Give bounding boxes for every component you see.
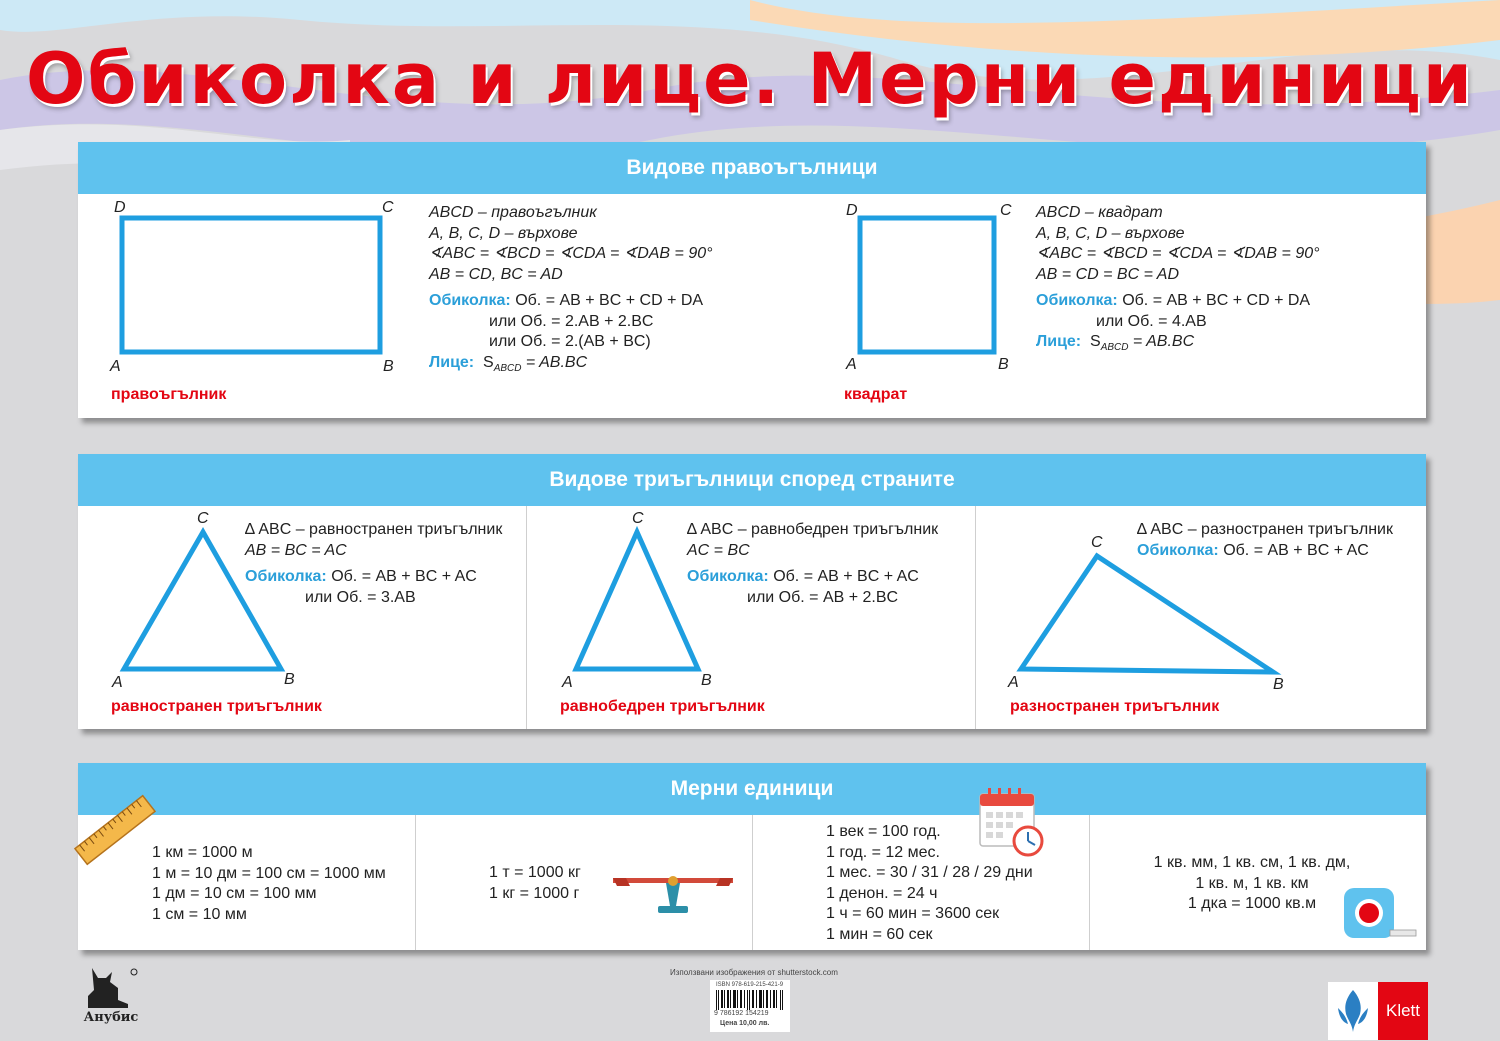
unit-line: 1 кв. м, 1 кв. км	[1195, 874, 1309, 892]
triangles-panel	[78, 454, 1426, 729]
perimeter-formula: или Об. = 3.AB	[305, 588, 416, 606]
scalene-vertex-c: C	[1091, 534, 1103, 551]
unit-line: 1 т = 1000 кг	[489, 864, 581, 881]
tri-line: ∆ ABC – равностранен триъгълник	[245, 521, 503, 538]
klett-mark-icon	[1334, 988, 1372, 1034]
scalene-properties	[1137, 520, 1393, 561]
rect-line: AB = CD, BC = AD	[429, 265, 563, 283]
square-perimeter	[1036, 291, 1310, 353]
unit-line: 1 мин = 60 сек	[826, 925, 933, 943]
rect-line: ABCD – правоъгълник	[429, 204, 597, 221]
square-properties	[1036, 203, 1320, 285]
square-vertex-c: C	[1000, 202, 1012, 219]
perimeter-label: Обиколка:	[429, 292, 511, 309]
scalene-caption: разностранен триъгълник	[1010, 698, 1220, 715]
perimeter-formula: Об. = AB + BC + AC	[773, 568, 919, 585]
tri-line: AC = BC	[687, 541, 750, 559]
rect-line: A, B, C, D – върхове	[429, 224, 578, 242]
rectangle-caption: правоъгълник	[111, 386, 227, 403]
unit-line: 1 дм = 10 см = 100 мм	[152, 885, 317, 902]
scalene-vertex-a: A	[1008, 674, 1019, 691]
perimeter-label: Обиколка:	[687, 568, 769, 585]
scale-icon	[608, 868, 738, 918]
equilateral-vertex-a: A	[112, 674, 123, 691]
perimeter-formula: Об. = AB + BC + CD + DA	[1122, 292, 1311, 309]
isosceles-vertex-b: B	[701, 672, 712, 689]
perimeter-formula: Об. = AB + BC + AC	[331, 568, 477, 585]
rect-vertex-b: B	[383, 358, 394, 375]
unit-line: 1 ч = 60 мин = 3600 сек	[826, 905, 1000, 922]
area-label: Лице:	[1036, 333, 1082, 350]
isosceles-properties	[687, 520, 938, 561]
barcode-icon	[716, 990, 784, 1010]
image-credit: Използвани изображения от shutterstock.com	[670, 968, 838, 977]
perimeter-formula: или Об. = 2.AB + 2.BC	[489, 312, 654, 330]
perimeter-formula: или Об. = 4.AB	[1096, 312, 1207, 330]
area-label: Лице:	[429, 353, 475, 371]
unit-line: 1 кв. мм, 1 кв. см, 1 кв. дм,	[1153, 854, 1351, 871]
barcode-digits: 9 786192 154219	[714, 1010, 769, 1017]
isbn-text: ISBN 978-619-215-421-9	[716, 982, 784, 988]
equilateral-caption: равностранен триъгълник	[111, 698, 322, 715]
rect-vertex-a: A	[110, 358, 121, 375]
tape-measure-icon	[1340, 886, 1420, 944]
area-s: S	[483, 353, 494, 371]
units-panel	[78, 763, 1426, 950]
calendar-clock-icon	[978, 786, 1048, 858]
perimeter-formula: Об. = AB + BC + CD + DA	[515, 292, 704, 309]
unit-line: 1 денон. = 24 ч	[826, 884, 938, 902]
area-formula: = AB.BC	[1128, 333, 1195, 350]
column-divider	[752, 815, 753, 950]
scalene-vertex-b: B	[1273, 676, 1284, 693]
unit-line: 1 км = 1000 м	[152, 844, 253, 861]
unit-line: 1 век = 100 год.	[826, 823, 941, 840]
publisher-name: Анубис	[83, 1010, 139, 1025]
rect-vertex-c: C	[382, 199, 394, 216]
square-line: AB = CD = BC = AD	[1036, 265, 1180, 283]
square-line: ∢ABC = ∢BCD = ∢CDA = ∢DAB = 90°	[1036, 245, 1320, 262]
rectangle-properties	[429, 203, 713, 285]
isosceles-caption: равнобедрен триъгълник	[560, 698, 765, 715]
rectangle-shape	[78, 142, 478, 418]
price-text: Цена 10,00 лв.	[720, 1020, 770, 1027]
area-subscript: ABCD	[493, 362, 522, 374]
perimeter-formula: или Об. = 2.(AB + BC)	[489, 333, 651, 350]
page-title: Обиколка и лице. Мерни единици	[26, 38, 1474, 120]
equilateral-perimeter	[245, 567, 477, 608]
equilateral-vertex-c: C	[197, 510, 209, 527]
tri-line: ∆ ABC – равнобедрен триъгълник	[687, 521, 939, 538]
scalene-triangle-shape	[975, 454, 1395, 729]
units-panel-header: Мерни единици	[78, 763, 1426, 815]
area-s: S	[1090, 333, 1101, 350]
equilateral-properties	[245, 520, 502, 561]
anubis-logo-icon	[78, 966, 144, 1016]
perimeter-label: Обиколка:	[245, 568, 327, 585]
isosceles-vertex-c: C	[632, 510, 644, 527]
perimeter-formula: Об. = AB + BC + AC	[1223, 541, 1369, 559]
ruler-icon	[70, 790, 160, 870]
perimeter-label: Обиколка:	[1137, 541, 1219, 559]
equilateral-vertex-b: B	[284, 671, 295, 688]
square-line: A, B, C, D – върхове	[1036, 224, 1185, 242]
area-formula: = AB.BC	[521, 353, 588, 371]
square-vertex-b: B	[998, 356, 1009, 373]
isosceles-perimeter	[687, 567, 919, 608]
rect-vertex-d: D	[114, 199, 126, 216]
perimeter-label: Обиколка:	[1036, 292, 1118, 309]
unit-line: 1 кг = 1000 г	[489, 884, 580, 902]
tri-line: AB = BC = AC	[245, 541, 347, 559]
tri-line: ∆ ABC – разностранен триъгълник	[1137, 521, 1393, 538]
klett-brand-text: Klett	[1378, 982, 1428, 1040]
square-line: ABCD – квадрат	[1036, 204, 1163, 221]
column-divider	[415, 815, 416, 950]
column-divider	[1089, 815, 1090, 950]
square-vertex-d: D	[846, 202, 858, 219]
rectangle-perimeter	[429, 291, 703, 373]
unit-line: 1 год. = 12 мес.	[826, 843, 940, 861]
area-subscript: ABCD	[1100, 342, 1129, 354]
rectangles-panel-header: Видове правоъгълници	[78, 142, 1426, 194]
triangles-panel-header: Видове триъгълници според страните	[78, 454, 1426, 506]
square-shape	[838, 142, 1038, 418]
mass-units	[489, 863, 581, 904]
klett-logo	[1328, 982, 1428, 1040]
rectangles-panel	[78, 142, 1426, 418]
unit-line: 1 мес. = 30 / 31 / 28 / 29 дни	[826, 864, 1033, 881]
perimeter-formula: или Об. = AB + 2.BC	[747, 588, 899, 606]
unit-line: 1 дка = 1000 кв.м	[1187, 895, 1317, 912]
isosceles-vertex-a: A	[562, 674, 573, 691]
square-vertex-a: A	[846, 356, 857, 373]
barcode-block	[710, 980, 790, 1032]
unit-line: 1 м = 10 дм = 100 см = 1000 мм	[152, 864, 386, 882]
length-units	[152, 843, 386, 925]
square-caption: квадрат	[844, 386, 908, 403]
unit-line: 1 см = 10 мм	[152, 905, 247, 923]
rect-line: ∢ABC = ∢BCD = ∢CDA = ∢DAB = 90°	[429, 245, 713, 262]
